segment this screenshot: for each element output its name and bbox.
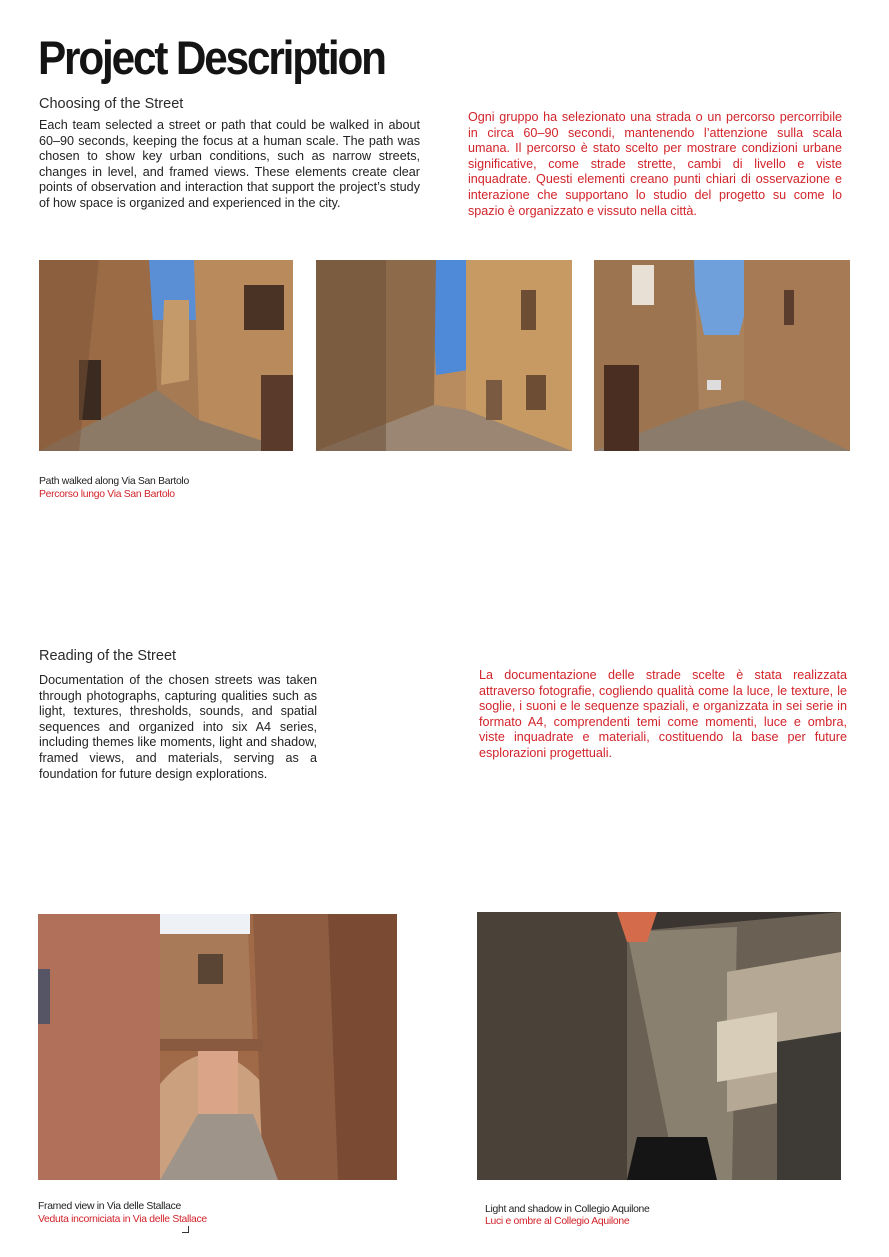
street-photo-1 bbox=[39, 260, 293, 451]
caption-light-shadow-italian: Luci e ombre al Collegio Aquilone bbox=[485, 1216, 630, 1227]
page-title: Project Description bbox=[38, 31, 385, 84]
framed-view-photo bbox=[38, 914, 397, 1180]
section-heading-choosing: Choosing of the Street bbox=[39, 96, 184, 112]
caption-framed-view-english: Framed view in Via delle Stallace bbox=[38, 1201, 181, 1212]
caption-framed-view-italian: Veduta incorniciata in Via delle Stallace bbox=[38, 1214, 207, 1225]
caption-light-shadow-english: Light and shadow in Collegio Aquilone bbox=[485, 1204, 650, 1215]
section2-body-italian: La documentazione delle strade scelte è stata realizzata attraverso fotografie, cogliendo qualità come la luce, le texture, le soglie, i suoni e le sequenze spaziali, e organizzata in sei serie in formato A4, comprendenti temi come momenti, luce e ombra, viste inquadrate e materiali, costituendo la base per future esplorazioni progettuali. bbox=[479, 668, 847, 760]
street-photo-2 bbox=[316, 260, 572, 451]
caption-photo-row-english: Path walked along Via San Bartolo bbox=[39, 476, 189, 487]
light-shadow-photo bbox=[477, 912, 841, 1180]
section1-body-italian: Ogni gruppo ha selezionato una strada o un percorso percorribile in circa 60–90 secondi, mantenendo l’attenzione sulla scala umana. Il percorso è stato scelto per mostrare condizioni urbane significative, come strade strette, cambi di livello e viste inquadrate. Questi elementi creano punti chiari di osservazione e interazione che supportano lo studio del progetto su come lo spazio è organizzato e vissuto nella città. bbox=[468, 110, 842, 218]
section1-body-english: Each team selected a street or path that could be walked in about 60–90 seconds, keeping the focus at a human scale. The path was chosen to show key urban conditions, such as narrow streets, changes in level, and framed views. These elements create clear points of observation and interaction that support the project’s study of how space is organized and experienced in the city. bbox=[39, 118, 420, 210]
crop-mark bbox=[182, 1226, 189, 1233]
section-heading-reading: Reading of the Street bbox=[39, 648, 177, 664]
section2-body-english: Documentation of the chosen streets was taken through photographs, capturing qualities such as light, textures, thresholds, sounds, and spatial sequences and organized into six A4 series, including themes like moments, light and shadow, framed views, and materials, serving as a foundation for future design explorations. bbox=[39, 673, 317, 781]
caption-photo-row-italian: Percorso lungo Via San Bartolo bbox=[39, 489, 175, 500]
street-photo-3 bbox=[594, 260, 850, 451]
